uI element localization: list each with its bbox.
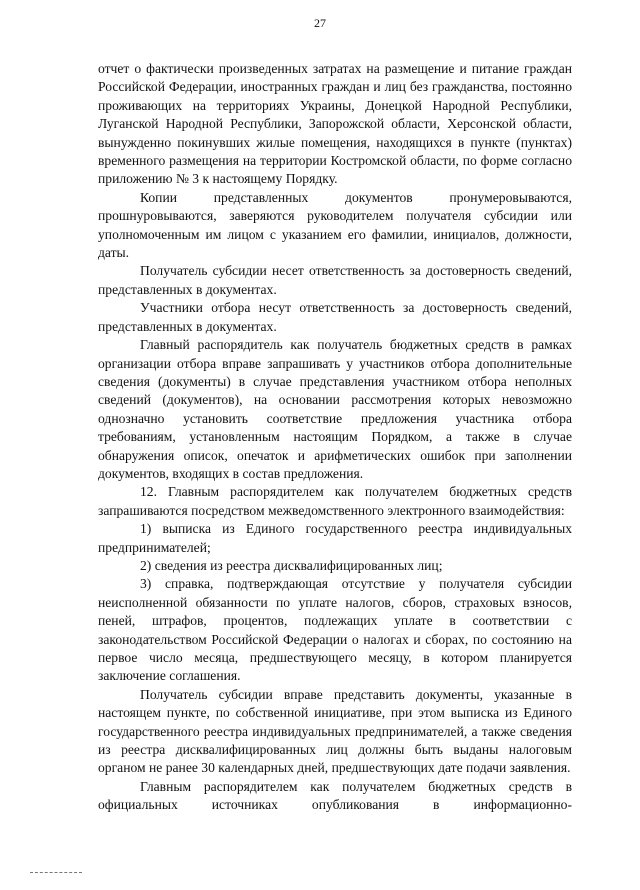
- paragraph-own-initiative: Получатель субсидии вправе представить документы, указанные в настоящем пункте, по собственной инициативе, при этом выписка из Единого государственного реестра индивидуальных предпринимателей, а также сведения из реестра дисквалифицированных лиц должны быть выданы налоговым органом не ранее 30 календарных дней, предшествующих дате подачи заявления.: [98, 686, 572, 776]
- list-item-2: 2) сведения из реестра дисквалифицированных лиц;: [140, 557, 443, 573]
- list-item-3: 3) справка, подтверждающая отсутствие у получателя субсидии неисполненной обязанности по уплате налогов, сборов, страховых взносов, пеней, штрафов, процентов, подлежащих уплате в соответствии с законодательством Российской Федерации о налогах и сборах, по состоянию на первое число месяца, предшествующего месяцу, в котором планируется заключение соглашения.: [98, 576, 572, 684]
- paragraph-document-copies: Копии представленных документов пронумеровываются, прошнуровываются, заверяются руководителем получателя субсидии или уполномоченным им лицом с указанием его фамилии, инициалов, должности, даты.: [98, 189, 572, 261]
- paragraph-recipient-responsibility: Получатель субсидии несет ответственность за достоверность сведений, представленных в документах.: [98, 263, 572, 297]
- paragraph-section-12: 12. Главным распорядителем как получателем бюджетных средств запрашиваются посредством межведомственного электронного взаимодействия:: [98, 484, 572, 518]
- document-body: [98, 60, 572, 815]
- paragraph-report-on-expenses: отчет о фактически произведенных затратах на размещение и питание граждан Российской Федерации, иностранных граждан и лиц без гражданства, постоянно проживающих на территориях Украины, Донецкой Народной Республики, Луганской Народной Республики, Запорожской области, Херсонской области, вынужденно покинувших жилые помещения, находящихся в пункте (пунктах) временного размещения на территории Костромской области, по форме согласно приложению № 3 к настоящему Порядку.: [98, 61, 572, 187]
- paragraph-participants-responsibility: Участники отбора несут ответственность за достоверность сведений, представленных в документах.: [98, 300, 572, 334]
- page-number: 27: [314, 16, 326, 30]
- paragraph-additional-info-request: Главный распорядитель как получатель бюджетных средств в рамках организации отбора вправе запрашивать у участников отбора дополнительные сведения (документы) в случае представления участником отбора неполных сведений (документов), на основании рассмотрения которых невозможно однозначно установить соответствие предложения участника отбора требованиям, установленным настоящим Порядком, а также в случае обнаружения описок, опечаток и арифметических ошибок при заполнении документов, входящих в состав предложения.: [98, 337, 572, 481]
- footer-divider: [30, 872, 82, 873]
- list-item-1: 1) выписка из Единого государственного реестра индивидуальных предпринимателей;: [98, 521, 572, 555]
- paragraph-official-sources: Главным распорядителем как получателем бюджетных средств в официальных источниках опубликования в информационно-: [98, 778, 572, 813]
